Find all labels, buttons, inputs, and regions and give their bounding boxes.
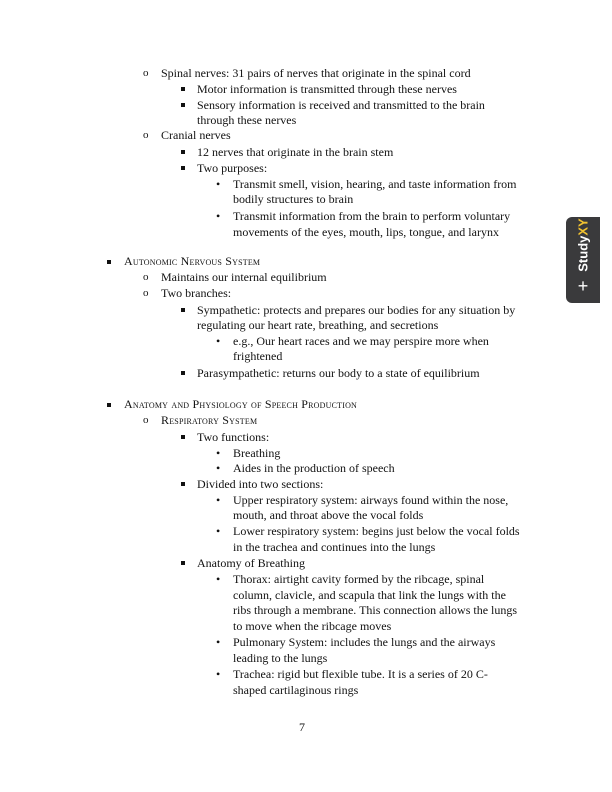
text-line: Two functions:	[197, 430, 270, 444]
plus-icon: +	[577, 276, 589, 296]
square-bullet	[107, 260, 111, 264]
text-line: Thorax: airtight cavity formed by the ribcage, spinal	[233, 572, 485, 586]
text-line: Transmit smell, vision, hearing, and taste information from	[233, 177, 517, 191]
text-line: Pulmonary System: includes the lungs and the airways	[233, 635, 496, 649]
text-line: Anatomy of Breathing	[197, 556, 305, 570]
text-line: Sympathetic: protects and prepares our bodies for any situation by	[197, 303, 516, 317]
text-line: to move when the ribcage moves	[233, 619, 392, 633]
text-line: Transmit information from the brain to perform voluntary	[233, 209, 511, 223]
text-line: Cranial nerves	[161, 128, 231, 142]
dot-bullet: •	[216, 446, 221, 460]
text-line: Breathing	[233, 446, 281, 460]
square-bullet	[181, 435, 185, 439]
circle-bullet: o	[143, 271, 149, 283]
text-line: Divided into two sections:	[197, 477, 324, 491]
text-line: Parasympathetic: returns our body to a state of equilibrium	[197, 366, 480, 380]
text-line: 12 nerves that originate in the brain stem	[197, 145, 394, 159]
circle-bullet: o	[143, 414, 149, 426]
dot-bullet: •	[216, 493, 221, 507]
text-line: column, clavicle, and scapula that link the lungs with the	[233, 588, 506, 602]
text-line: Trachea: rigid but flexible tube. It is a series of 20 C-	[233, 667, 488, 681]
text-line: Aides in the production of speech	[233, 461, 395, 475]
dot-bullet: •	[216, 461, 221, 475]
circle-bullet: o	[143, 287, 149, 299]
square-bullet	[181, 561, 185, 565]
text-line: e.g., Our heart races and we may perspire more when	[233, 334, 489, 348]
square-bullet	[181, 308, 185, 312]
section-heading: Anatomy and Physiology of Speech Production	[124, 397, 358, 411]
dot-bullet: •	[216, 572, 221, 586]
text-line: Upper respiratory system: airways found within the nose,	[233, 493, 509, 507]
text-line: Sensory information is received and transmitted to the brain	[197, 98, 485, 112]
dot-bullet: •	[216, 209, 221, 223]
square-bullet	[181, 87, 185, 91]
studyxy-logo-text: StudyXY	[575, 218, 591, 272]
square-bullet	[181, 103, 185, 107]
page-number: 7	[299, 720, 305, 734]
text-line: movements of the eyes, mouth, lips, tongue, and larynx	[233, 225, 499, 239]
text-line: ribs through a membrane. This connection allows the lungs	[233, 603, 518, 617]
text-line: Lower respiratory system: begins just below the vocal folds	[233, 524, 520, 538]
square-bullet	[107, 403, 111, 407]
section-heading: Autonomic Nervous System	[124, 254, 261, 268]
text-line: Two branches:	[161, 286, 232, 300]
studyxy-side-tab[interactable]	[566, 217, 600, 303]
dot-bullet: •	[216, 524, 221, 538]
text-line: Motor information is transmitted through these nerves	[197, 82, 457, 96]
text-line: shaped cartilaginous rings	[233, 683, 359, 697]
square-bullet	[181, 166, 185, 170]
text-line: mouth, and throat above the vocal folds	[233, 508, 424, 522]
dot-bullet: •	[216, 177, 221, 191]
square-bullet	[181, 150, 185, 154]
square-bullet	[181, 371, 185, 375]
subsection-heading: Respiratory System	[161, 413, 258, 427]
text-line: bodily structures to brain	[233, 192, 354, 206]
text-line: regulating our heart rate, breathing, and secretions	[197, 318, 439, 332]
text-line: Two purposes:	[197, 161, 268, 175]
circle-bullet: o	[143, 129, 149, 141]
dot-bullet: •	[216, 334, 221, 348]
text-line: frightened	[233, 349, 283, 363]
text-line: Spinal nerves: 31 pairs of nerves that originate in the spinal cord	[161, 66, 471, 80]
text-line: leading to the lungs	[233, 651, 328, 665]
square-bullet	[181, 482, 185, 486]
text-line: through these nerves	[197, 113, 297, 127]
text-line: in the trachea and continues into the lungs	[233, 540, 436, 554]
text-line: Maintains our internal equilibrium	[161, 270, 327, 284]
dot-bullet: •	[216, 667, 221, 681]
circle-bullet: o	[143, 67, 149, 79]
dot-bullet: •	[216, 635, 221, 649]
